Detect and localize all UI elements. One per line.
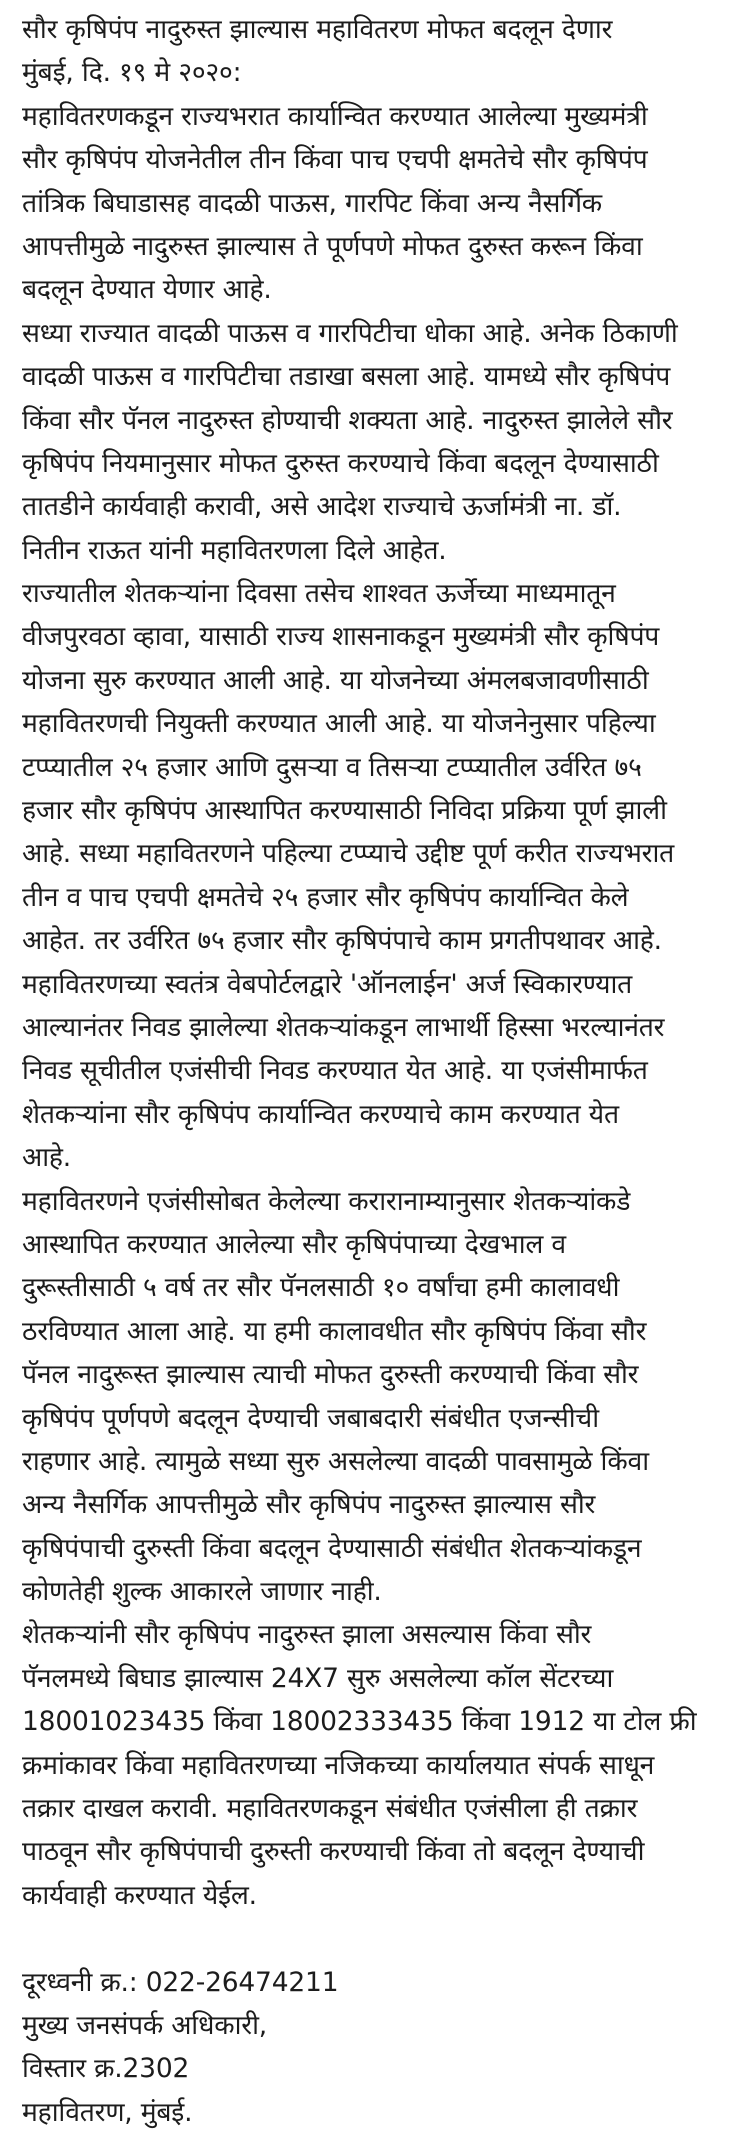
text-line: राज्यातील शेतकऱ्यांना दिवसा तसेच शाश्वत ऊर्जेच्या माध्यमातून — [22, 578, 616, 610]
text-line: तक्रार दाखल करावी. महावितरणकडून संबंधीत एजंसीला ही तक्रार — [22, 1793, 638, 1825]
text-line: वीजपुरवठा व्हावा, यासाठी राज्य शासनाकडून मुख्यमंत्री सौर कृषिपंप — [22, 621, 660, 653]
text-line: क्रमांकावर किंवा महावितरणच्या नजिकच्या कार्यालयात संपर्क साधून — [22, 1749, 655, 1781]
text-line: महावितरणने एजंसीसोबत केलेल्या करारानाम्यानुसार शेतकऱ्यांकडे — [22, 1185, 631, 1217]
text-line: आहेत. तर उर्वरित ७५ हजार सौर कृषिपंपाचे काम प्रगतीपथावर आहे. — [22, 925, 662, 957]
text-line: टप्प्यातील २५ हजार आणि दुसऱ्या व तिसऱ्या टप्प्यातील उर्वरित ७५ — [22, 751, 642, 783]
text-line: नितीन राऊत यांनी महावितरणला दिले आहेत. — [22, 534, 447, 566]
officer-title: मुख्य जनसंपर्क अधिकारी, — [22, 2009, 268, 2041]
text-line: अन्य नैसर्गिक आपत्तीमुळे सौर कृषिपंप नादुरुस्त झाल्यास सौर — [22, 1489, 596, 1521]
text-line: हजार सौर कृषिपंप आस्थापित करण्यासाठी निविदा प्रक्रिया पूर्ण झाली — [22, 795, 667, 827]
text-line: शेतकऱ्यांना सौर कृषिपंप कार्यान्वित करण्याचे काम करण्यात येत — [22, 1098, 619, 1130]
spacer — [22, 1917, 723, 1960]
text-line: पॅनल नादुरूस्त झाल्यास त्याची मोफत दुरुस्ती करण्याची किंवा सौर — [22, 1359, 639, 1391]
text-line: आहे. — [22, 1142, 71, 1174]
text-line: पाठवून सौर कृषिपंपाची दुरुस्ती करण्याची किंवा तो बदलून देण्याची — [22, 1836, 645, 1868]
text-line: किंवा सौर पॅनल नादुरुस्त होण्याची शक्यता आहे. नादुरुस्त झालेले सौर — [22, 404, 673, 436]
text-line: तांत्रिक बिघाडासह वादळी पाऊस, गारपिट किंवा अन्य नैसर्गिक — [22, 187, 602, 219]
organization-location: महावितरण, मुंबई. — [22, 2096, 193, 2128]
text-line: कृषिपंपाची दुरुस्ती किंवा बदलून देण्यासाठी संबंधीत शेतकऱ्यांकडून — [22, 1532, 642, 1564]
text-line: पॅनलमध्ये बिघाड झाल्यास 24X7 सुरु असलेल्या कॉल सेंटरच्या — [22, 1662, 614, 1694]
text-line: कार्यवाही करण्यात येईल. — [22, 1879, 257, 1911]
headline: सौर कृषिपंप नादुरुस्त झाल्यास महावितरण मोफत बदलून देणार — [22, 14, 613, 45]
text-line: महावितरणच्या स्वतंत्र वेबपोर्टलद्वारे 'ऑनलाईन' अर्ज स्विकारण्यात — [22, 968, 633, 1000]
text-line: दुरूस्तीसाठी ५ वर्ष तर सौर पॅनलसाठी १० वर्षांचा हमी कालावधी — [22, 1272, 620, 1304]
text-line: बदलून देण्यात येणार आहे. — [22, 274, 272, 306]
text-line: राहणार आहे. त्यामुळे सध्या सुरु असलेल्या वादळी पावसामुळे किंवा — [22, 1445, 649, 1477]
text-line: निवड सूचीतील एजंसीची निवड करण्यात येत आहे. या एजंसीमार्फत — [22, 1055, 648, 1087]
contact-footer — [22, 1961, 723, 2134]
text-line: योजना सुरु करण्यात आली आहे. या योजनेच्या अंमलबजावणीसाठी — [22, 664, 649, 696]
phone-number: दूरध्वनी क्र.: 022-26474211 — [22, 1966, 339, 1998]
text-line: कृषिपंप नियमानुसार मोफत दुरुस्त करण्याचे किंवा बदलून देण्यासाठी — [22, 447, 659, 479]
text-line: आहे. सध्या महावितरणने पहिल्या टप्प्याचे उद्दीष्ट पूर्ण करीत राज्यभरात — [22, 838, 675, 870]
text-line: 18001023435 किंवा 18002333435 किंवा 1912 या टोल फ्री — [22, 1706, 697, 1738]
text-line: वादळी पाऊस व गारपिटीचा तडाखा बसला आहे. यामध्ये सौर कृषिपंप — [22, 361, 671, 393]
article-body — [22, 8, 723, 1917]
text-line: ठरविण्यात आला आहे. या हमी कालावधीत सौर कृषिपंप किंवा सौर — [22, 1315, 647, 1347]
text-line: आपत्तीमुळे नादुरुस्त झाल्यास ते पूर्णपणे मोफत दुरुस्त करून किंवा — [22, 230, 643, 262]
text-line: तीन व पाच एचपी क्षमतेचे २५ हजार सौर कृषिपंप कार्यान्वित केले — [22, 881, 629, 913]
text-line: आल्यानंतर निवड झालेल्या शेतकऱ्यांकडून लाभार्थी हिस्सा भरल्यानंतर — [22, 1011, 665, 1043]
dateline: मुंबई, दि. १९ मे २०२०: — [22, 57, 242, 89]
text-line: सौर कृषिपंप योजनेतील तीन किंवा पाच एचपी क्षमतेचे सौर कृषिपंप — [22, 144, 648, 176]
text-line: आस्थापित करण्यात आलेल्या सौर कृषिपंपाच्या देखभाल व — [22, 1228, 566, 1260]
text-line: कोणतेही शुल्क आकारले जाणार नाही. — [22, 1576, 382, 1608]
text-line: सध्या राज्यात वादळी पाऊस व गारपिटीचा धोका आहे. अनेक ठिकाणी — [22, 317, 678, 349]
text-line: महावितरणकडून राज्यभरात कार्यान्वित करण्यात आलेल्या मुख्यमंत्री — [22, 100, 648, 132]
text-line: शेतकऱ्यांनी सौर कृषिपंप नादुरुस्त झाला असल्यास किंवा सौर — [22, 1619, 592, 1651]
extension-number: विस्तार क्र.2302 — [22, 2053, 190, 2085]
text-line: तातडीने कार्यवाही करावी, असे आदेश राज्याचे ऊर्जामंत्री ना. डॉ. — [22, 491, 622, 523]
text-line: महावितरणची नियुक्ती करण्यात आली आहे. या योजनेनुसार पहिल्या — [22, 708, 656, 740]
text-line: कृषिपंप पूर्णपणे बदलून देण्याची जबाबदारी संबंधीत एजन्सीची — [22, 1402, 599, 1434]
